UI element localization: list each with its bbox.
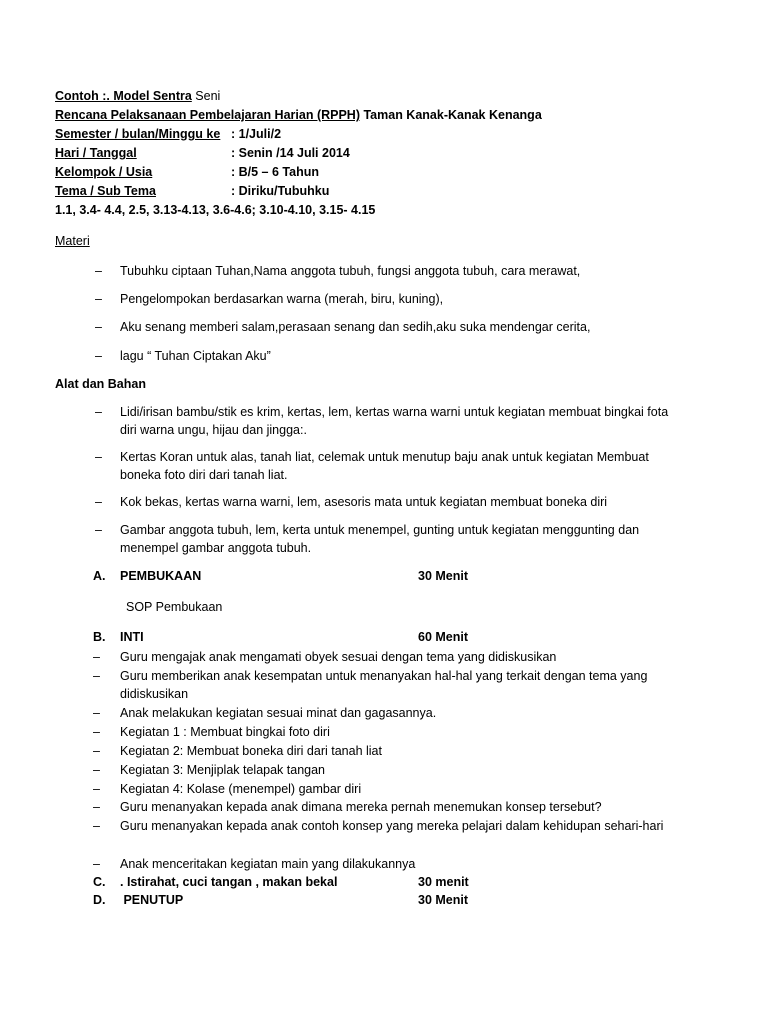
- list-dash: –: [93, 819, 100, 833]
- list-dash: –: [93, 725, 100, 739]
- list-dash: –: [93, 763, 100, 777]
- header-row-hari: [55, 144, 350, 163]
- doc-subtitle-line: [55, 106, 542, 125]
- list-dash: –: [93, 744, 100, 758]
- list-dash: –: [95, 523, 102, 537]
- step-label: B.: [93, 630, 106, 644]
- list-item-text: Kegiatan 1 : Membuat bingkai foto diri: [120, 725, 330, 739]
- list-item-text: Kegiatan 3: Menjiplak telapak tangan: [120, 763, 326, 777]
- list-dash: –: [95, 320, 102, 334]
- header-row-kelompok: [55, 163, 319, 182]
- step-label: C.: [93, 875, 106, 889]
- section-title-alat: Alat dan Bahan: [55, 377, 146, 391]
- list-dash: –: [93, 650, 100, 664]
- sop-pembukaan: SOP Pembukaan: [126, 600, 223, 614]
- list-dash: –: [93, 669, 100, 683]
- step-title: . Istirahat, cuci tangan , makan bekal: [120, 875, 338, 889]
- header-row-tema: [55, 182, 330, 201]
- list-item-text: lagu “ Tuhan Ciptakan Aku”: [120, 349, 271, 363]
- list-dash: –: [95, 405, 102, 419]
- header-row-value: : Senin /14 Juli 2014: [231, 146, 350, 160]
- list-dash: –: [95, 292, 102, 306]
- step-duration: 30 menit: [418, 875, 469, 889]
- header-row-value: : B/5 – 6 Tahun: [231, 165, 319, 179]
- header-row-label: Tema / Sub Tema: [55, 184, 156, 198]
- step-duration: 30 Menit: [418, 569, 469, 583]
- step-title: PENUTUP: [120, 893, 184, 907]
- list-item-text: Guru memberikan anak kesempatan untuk menanyakan hal-hal yang terkait dengan tema yang didiskusikan: [120, 669, 648, 701]
- list-dash: –: [95, 264, 102, 278]
- list-item-text: Kegiatan 2: Membuat boneka diri dari tanah liat: [120, 744, 382, 758]
- list-item-text: Tubuhku ciptaan Tuhan,Nama anggota tubuh, fungsi anggota tubuh, cara merawat,: [120, 264, 581, 278]
- header-row-label: Semester / bulan/Minggu ke: [55, 127, 221, 141]
- list-item-text: Guru mengajak anak mengamati obyek sesuai dengan tema yang didiskusikan: [120, 650, 557, 664]
- step-label: A.: [93, 569, 106, 583]
- list-dash: –: [95, 349, 102, 363]
- step-title: PEMBUKAAN: [120, 569, 202, 583]
- list-dash: –: [93, 782, 100, 796]
- list-dash: –: [95, 495, 102, 509]
- header-row-value: : 1/Juli/2: [231, 127, 282, 141]
- doc-subtitle-rest: Taman Kanak-Kanak Kenanga: [360, 108, 542, 122]
- kd-line: 1.1, 3.4- 4.4, 2.5, 3.13-4.13, 3.6-4.6; 3.10-4.10, 3.15- 4.15: [55, 203, 376, 217]
- list-item-text: Guru menanyakan kepada anak dimana mereka pernah menemukan konsep tersebut?: [120, 800, 602, 814]
- header-row-label: Hari / Tanggal: [55, 146, 137, 160]
- step-label: D.: [93, 893, 106, 907]
- step-duration: 60 Menit: [418, 630, 469, 644]
- list-dash: –: [93, 857, 100, 871]
- section-title-materi: Materi: [55, 234, 90, 248]
- step-title: INTI: [120, 630, 144, 644]
- header-row-label: Kelompok / Usia: [55, 165, 153, 179]
- header-row-value: : Diriku/Tubuhku: [231, 184, 330, 198]
- header-row-semester: [55, 125, 282, 144]
- list-item-text: Anak melakukan kegiatan sesuai minat dan gagasannya.: [120, 706, 437, 720]
- list-item-text: Lidi/irisan bambu/stik es krim, kertas, lem, kertas warna warni untuk kegiatan membuat bingkai fota diri warna ungu, hijau dan jingga:.: [120, 405, 669, 437]
- list-item-text: Guru menanyakan kepada anak contoh konsep yang mereka pelajari dalam kehidupan sehari-hari: [120, 819, 664, 833]
- doc-title-underlined: Contoh :. Model Sentra: [55, 89, 192, 103]
- list-item-text: Gambar anggota tubuh, lem, kerta untuk menempel, gunting untuk kegiatan menggunting dan menempel gambar anggota tubuh.: [120, 523, 640, 555]
- list-item-text: Pengelompokan berdasarkan warna (merah, biru, kuning),: [120, 292, 444, 306]
- doc-title-line: [55, 87, 220, 106]
- list-item-text: Anak menceritakan kegiatan main yang dilakukannya: [120, 857, 416, 871]
- doc-title-rest: Seni: [191, 89, 221, 103]
- step-duration: 30 Menit: [418, 893, 469, 907]
- list-item-text: Kertas Koran untuk alas, tanah liat, celemak untuk menutup baju anak untuk kegiatan Membuat boneka foto diri dari tanah liat.: [120, 450, 649, 482]
- list-item-text: Kok bekas, kertas warna warni, lem, asesoris mata untuk kegiatan membuat boneka diri: [120, 495, 608, 509]
- list-dash: –: [95, 450, 102, 464]
- doc-subtitle-underlined: Rencana Pelaksanaan Pembelajaran Harian (RPPH): [55, 108, 360, 122]
- list-dash: –: [93, 800, 100, 814]
- list-item-text: Aku senang memberi salam,perasaan senang dan sedih,aku suka mendengar cerita,: [120, 320, 591, 334]
- list-item-text: Kegiatan 4: Kolase (menempel) gambar diri: [120, 782, 362, 796]
- list-dash: –: [93, 706, 100, 720]
